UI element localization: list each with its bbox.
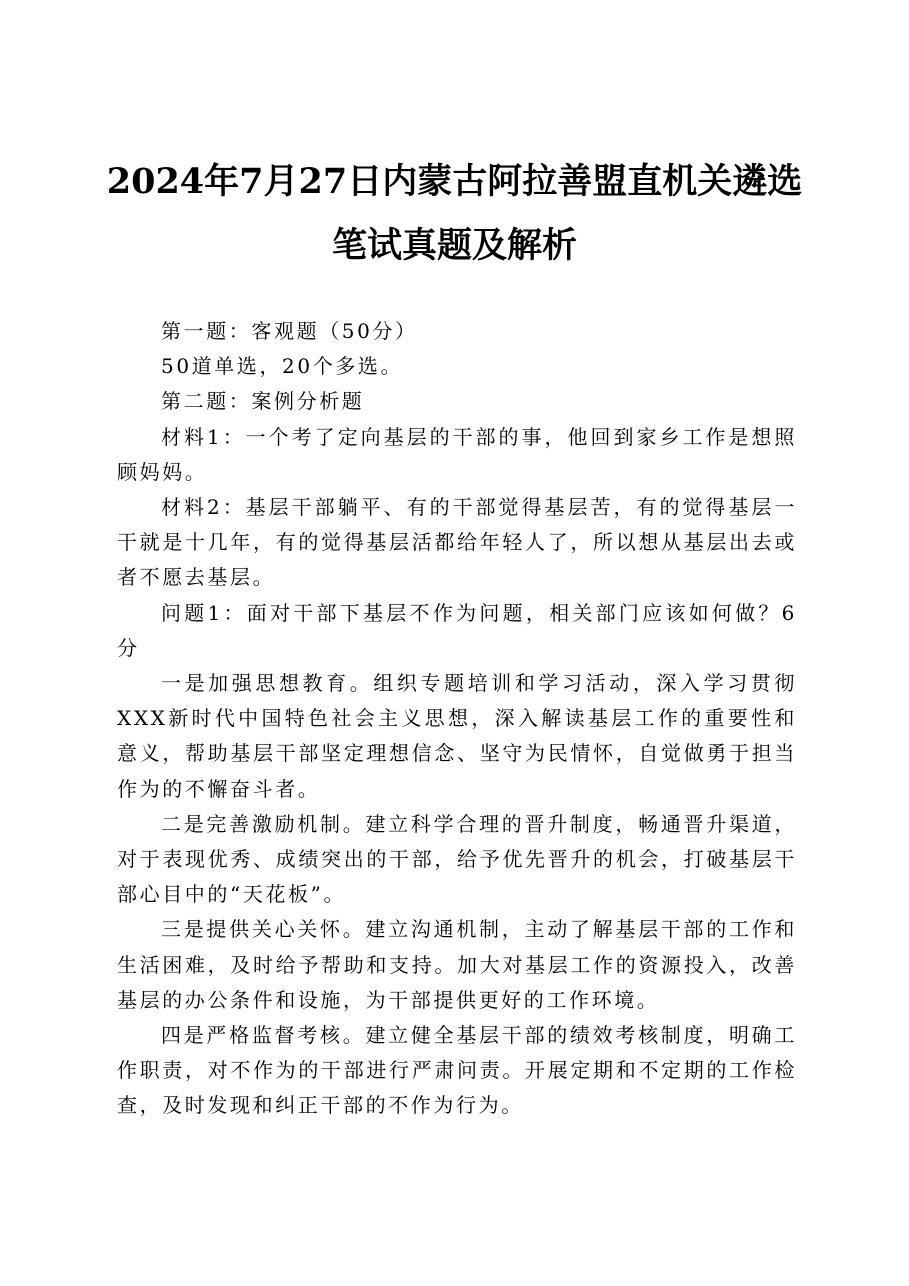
- document-title-line-2: 笔试真题及解析: [331, 225, 577, 266]
- paragraph-material-2: 材料2：基层干部躺平、有的干部觉得基层苦，有的觉得基层一干就是十几年，有的觉得基层活都给年轻人了，所以想从基层出去或者不愿去基层。: [117, 495, 797, 590]
- paragraph-answer-2: 二是完善激励机制。建立科学合理的晋升制度，畅通晋升渠道，对于表现优秀、成绩突出的干部，给予优先晋升的机会，打破基层干部心目中的“天花板”。: [117, 811, 797, 907]
- paragraph-question-1-detail: 50道单选，20个多选。: [161, 354, 404, 379]
- paragraph-problem-1: 问题1：面对干部下基层不作为问题，相关部门应该如何做？6分: [117, 600, 797, 660]
- paragraph-answer-3: 三是提供关心关怀。建立沟通机制，主动了解基层干部的工作和生活困难，及时给予帮助和支持。加大对基层工作的资源投入，改善基层的办公条件和设施，为干部提供更好的工作环境。: [117, 917, 797, 1012]
- paragraph-question-1-heading: 第一题：客观题（50分）: [161, 319, 418, 343]
- paragraph-answer-4: 四是严格监督考核。建立健全基层干部的绩效考核制度，明确工作职责，对不作为的干部进行严肃问责。开展定期和不定期的工作检查，及时发现和纠正干部的不作为行为。: [117, 1023, 797, 1118]
- paragraph-question-2-heading: 第二题：案例分析题: [161, 389, 365, 414]
- document-title-line-1: 2024年7月27日内蒙古阿拉善盟直机关遴选: [106, 161, 803, 202]
- paragraph-material-1: 材料1：一个考了定向基层的干部的事，他回到家乡工作是想照顾妈妈。: [117, 424, 797, 484]
- paragraph-answer-1: 一是加强思想教育。组织专题培训和学习活动，深入学习贯彻XXX新时代中国特色社会主义思想，深入解读基层工作的重要性和意义，帮助基层干部坚定理想信念、坚守为民情怀，自觉做勇于担当作为的不懈奋斗者。: [117, 671, 797, 801]
- document-body: [117, 314, 797, 1124]
